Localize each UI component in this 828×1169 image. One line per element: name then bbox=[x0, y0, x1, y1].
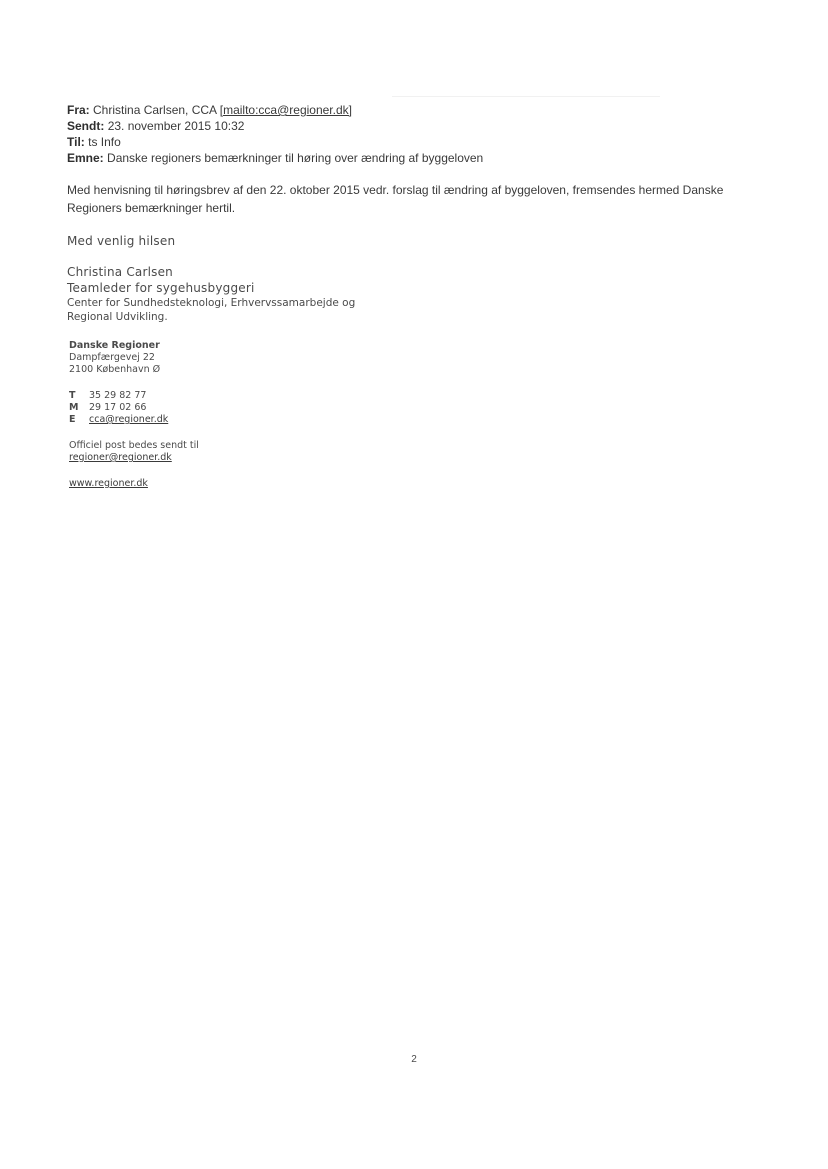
signer-title: Teamleder for sygehusbyggeri bbox=[67, 281, 255, 295]
mobile-key: M bbox=[69, 402, 79, 413]
header-divider bbox=[392, 96, 660, 97]
phone-number: 35 29 82 77 bbox=[89, 390, 147, 401]
official-post-text: Officiel post bedes sendt til bbox=[69, 440, 199, 451]
official-post-block bbox=[69, 440, 199, 464]
from-mailto-link[interactable]: [mailto:cca@regioner.dk] bbox=[219, 103, 352, 117]
mobile-number: 29 17 02 66 bbox=[89, 402, 147, 413]
from-label: Fra: bbox=[67, 103, 90, 117]
subject-label: Emne: bbox=[67, 151, 104, 165]
signer-dept-line2: Regional Udvikling. bbox=[67, 311, 168, 323]
subject-value: Danske regioners bemærkninger til høring over ændring af byggeloven bbox=[107, 151, 484, 165]
to-value: ts Info bbox=[88, 135, 121, 149]
signer-name: Christina Carlsen bbox=[67, 265, 173, 279]
sent-row bbox=[67, 118, 483, 134]
closing-greeting: Med venlig hilsen bbox=[67, 234, 176, 248]
organization-block bbox=[69, 340, 160, 376]
from-row bbox=[67, 102, 483, 118]
website-block bbox=[69, 478, 148, 490]
organization-street: Dampfærgevej 22 bbox=[69, 352, 155, 363]
signer-block bbox=[67, 264, 355, 324]
email-header bbox=[67, 102, 483, 166]
signer-dept-line1: Center for Sundhedsteknologi, Erhvervssamarbejde og bbox=[67, 297, 356, 309]
page-number: 2 bbox=[411, 1054, 417, 1065]
organization-city: 2100 København Ø bbox=[69, 364, 161, 375]
phone-key: T bbox=[69, 390, 76, 401]
contact-phone-row bbox=[69, 390, 168, 402]
contact-email-link[interactable]: cca@regioner.dk bbox=[89, 414, 169, 425]
sent-value: 23. november 2015 10:32 bbox=[107, 119, 245, 133]
organization-name: Danske Regioner bbox=[69, 340, 160, 351]
body-paragraph: Med henvisning til høringsbrev af den 22. oktober 2015 vedr. forslag til ændring af byggeloven, fremsendes hermed Danske Regioners bemærkninger hertil. bbox=[67, 183, 724, 215]
official-email-link[interactable]: regioner@regioner.dk bbox=[69, 452, 172, 463]
sent-label: Sendt: bbox=[67, 119, 105, 133]
subject-row bbox=[67, 150, 483, 166]
contact-mobile-row bbox=[69, 402, 168, 414]
from-value: Christina Carlsen, CCA bbox=[93, 103, 217, 117]
website-link[interactable]: www.regioner.dk bbox=[69, 478, 148, 489]
email-key: E bbox=[69, 414, 76, 425]
contact-email-row bbox=[69, 414, 168, 426]
to-row bbox=[67, 134, 483, 150]
to-label: Til: bbox=[67, 135, 85, 149]
contact-block bbox=[69, 390, 168, 426]
